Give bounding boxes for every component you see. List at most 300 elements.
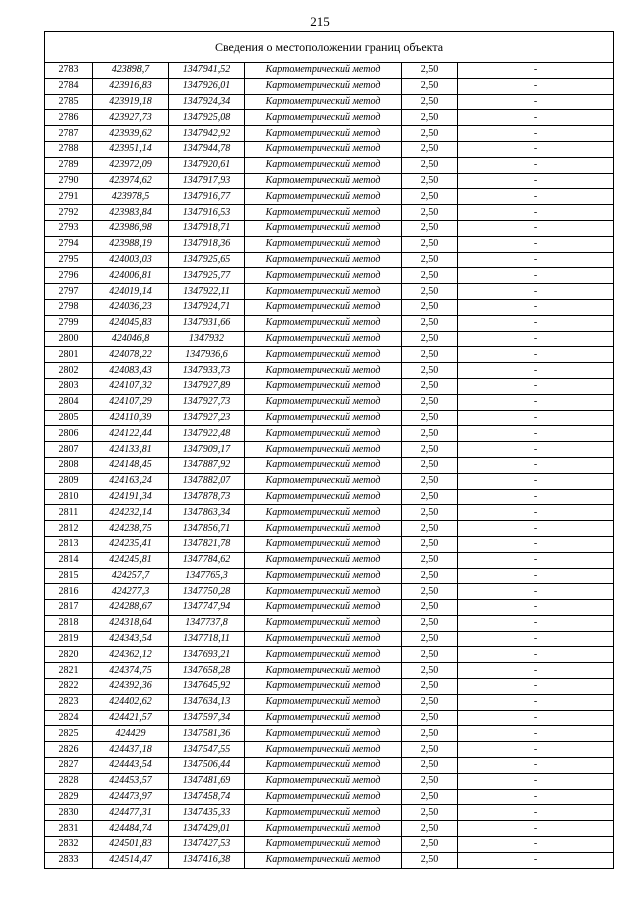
x-coordinate-cell: 423972,09 [93,157,169,173]
y-coordinate-cell: 1347581,36 [169,726,245,742]
accuracy-cell: 2,50 [402,410,458,426]
x-coordinate-cell: 424501,83 [93,837,169,853]
x-coordinate-cell: 424429 [93,726,169,742]
y-coordinate-cell: 1347458,74 [169,789,245,805]
description-cell: - [458,552,614,568]
y-coordinate-cell: 1347916,53 [169,205,245,221]
point-number-cell: 2815 [45,568,93,584]
y-coordinate-cell: 1347936,6 [169,347,245,363]
point-number-cell: 2798 [45,299,93,315]
description-cell: - [458,805,614,821]
point-number-cell: 2792 [45,205,93,221]
accuracy-cell: 2,50 [402,710,458,726]
x-coordinate-cell: 424232,14 [93,505,169,521]
method-cell: Картометрический метод [245,521,402,537]
description-cell: - [458,852,614,867]
description-cell: - [458,299,614,315]
point-number-cell: 2809 [45,473,93,489]
point-number-cell: 2814 [45,552,93,568]
point-number-cell: 2807 [45,442,93,458]
accuracy-cell: 2,50 [402,584,458,600]
x-coordinate-cell: 423988,19 [93,236,169,252]
point-number-cell: 2830 [45,805,93,821]
y-coordinate-cell: 1347927,23 [169,410,245,426]
method-cell: Картометрический метод [245,568,402,584]
accuracy-cell: 2,50 [402,473,458,489]
method-cell: Картометрический метод [245,647,402,663]
description-cell: - [458,284,614,300]
x-coordinate-cell: 424133,81 [93,442,169,458]
y-coordinate-cell: 1347645,92 [169,679,245,695]
y-coordinate-cell: 1347693,21 [169,647,245,663]
description-cell: - [458,821,614,837]
point-number-cell: 2797 [45,284,93,300]
y-coordinate-cell: 1347747,94 [169,600,245,616]
description-cell: - [458,663,614,679]
table-row [45,141,613,157]
y-coordinate-cell: 1347925,77 [169,268,245,284]
table-row [45,505,613,521]
accuracy-cell: 2,50 [402,173,458,189]
accuracy-cell: 2,50 [402,837,458,853]
method-cell: Картометрический метод [245,410,402,426]
description-cell: - [458,347,614,363]
table-row [45,173,613,189]
accuracy-cell: 2,50 [402,805,458,821]
method-cell: Картометрический метод [245,252,402,268]
x-coordinate-cell: 423916,83 [93,78,169,94]
method-cell: Картометрический метод [245,789,402,805]
table-row [45,489,613,505]
point-number-cell: 2821 [45,663,93,679]
description-cell: - [458,78,614,94]
table-row [45,315,613,331]
x-coordinate-cell: 424046,8 [93,331,169,347]
x-coordinate-cell: 424288,67 [93,600,169,616]
method-cell: Картометрический метод [245,852,402,867]
accuracy-cell: 2,50 [402,220,458,236]
y-coordinate-cell: 1347925,65 [169,252,245,268]
method-cell: Картометрический метод [245,710,402,726]
table-row [45,805,613,821]
table-row [45,126,613,142]
method-cell: Картометрический метод [245,679,402,695]
method-cell: Картометрический метод [245,821,402,837]
accuracy-cell: 2,50 [402,505,458,521]
point-number-cell: 2785 [45,94,93,110]
point-number-cell: 2805 [45,410,93,426]
description-cell: - [458,710,614,726]
description-cell: - [458,378,614,394]
table-row [45,378,613,394]
coordinates-table [45,63,613,868]
table-row [45,252,613,268]
table-row [45,742,613,758]
table-row [45,789,613,805]
x-coordinate-cell: 423939,62 [93,126,169,142]
x-coordinate-cell: 423983,84 [93,205,169,221]
x-coordinate-cell: 424191,34 [93,489,169,505]
y-coordinate-cell: 1347925,08 [169,110,245,126]
point-number-cell: 2784 [45,78,93,94]
accuracy-cell: 2,50 [402,252,458,268]
description-cell: - [458,220,614,236]
y-coordinate-cell: 1347918,71 [169,220,245,236]
description-cell: - [458,457,614,473]
x-coordinate-cell: 423986,98 [93,220,169,236]
x-coordinate-cell: 423898,7 [93,63,169,78]
point-number-cell: 2791 [45,189,93,205]
method-cell: Картометрический метод [245,442,402,458]
table-row [45,110,613,126]
table-row [45,457,613,473]
description-cell: - [458,473,614,489]
description-cell: - [458,726,614,742]
description-cell: - [458,252,614,268]
table-row [45,536,613,552]
table-row [45,837,613,853]
method-cell: Картометрический метод [245,189,402,205]
description-cell: - [458,758,614,774]
table-row [45,679,613,695]
point-number-cell: 2818 [45,615,93,631]
accuracy-cell: 2,50 [402,489,458,505]
method-cell: Картометрический метод [245,126,402,142]
y-coordinate-cell: 1347922,48 [169,426,245,442]
description-cell: - [458,315,614,331]
x-coordinate-cell: 424148,45 [93,457,169,473]
x-coordinate-cell: 424477,31 [93,805,169,821]
method-cell: Картометрический метод [245,694,402,710]
method-cell: Картометрический метод [245,773,402,789]
accuracy-cell: 2,50 [402,821,458,837]
method-cell: Картометрический метод [245,584,402,600]
x-coordinate-cell: 424238,75 [93,521,169,537]
y-coordinate-cell: 1347784,62 [169,552,245,568]
y-coordinate-cell: 1347481,69 [169,773,245,789]
method-cell: Картометрический метод [245,663,402,679]
x-coordinate-cell: 424277,3 [93,584,169,600]
description-cell: - [458,94,614,110]
method-cell: Картометрический метод [245,173,402,189]
table-row [45,584,613,600]
accuracy-cell: 2,50 [402,852,458,867]
table-row [45,157,613,173]
y-coordinate-cell: 1347878,73 [169,489,245,505]
description-cell: - [458,837,614,853]
x-coordinate-cell: 424421,57 [93,710,169,726]
x-coordinate-cell: 424003,03 [93,252,169,268]
section-title: Сведения о местоположении границ объекта [45,32,613,63]
point-number-cell: 2783 [45,63,93,78]
y-coordinate-cell: 1347435,33 [169,805,245,821]
x-coordinate-cell: 424045,83 [93,315,169,331]
point-number-cell: 2810 [45,489,93,505]
point-number-cell: 2812 [45,521,93,537]
method-cell: Картометрический метод [245,742,402,758]
accuracy-cell: 2,50 [402,394,458,410]
description-cell: - [458,331,614,347]
point-number-cell: 2820 [45,647,93,663]
description-cell: - [458,110,614,126]
method-cell: Картометрический метод [245,268,402,284]
y-coordinate-cell: 1347932 [169,331,245,347]
x-coordinate-cell: 424473,97 [93,789,169,805]
table-row [45,299,613,315]
accuracy-cell: 2,50 [402,94,458,110]
method-cell: Картометрический метод [245,552,402,568]
x-coordinate-cell: 423951,14 [93,141,169,157]
method-cell: Картометрический метод [245,331,402,347]
table-row [45,94,613,110]
y-coordinate-cell: 1347924,71 [169,299,245,315]
table-row [45,552,613,568]
accuracy-cell: 2,50 [402,552,458,568]
description-cell: - [458,536,614,552]
accuracy-cell: 2,50 [402,679,458,695]
y-coordinate-cell: 1347909,17 [169,442,245,458]
x-coordinate-cell: 424362,12 [93,647,169,663]
description-cell: - [458,189,614,205]
method-cell: Картометрический метод [245,315,402,331]
accuracy-cell: 2,50 [402,63,458,78]
point-number-cell: 2827 [45,758,93,774]
description-cell: - [458,173,614,189]
x-coordinate-cell: 424110,39 [93,410,169,426]
accuracy-cell: 2,50 [402,363,458,379]
method-cell: Картометрический метод [245,63,402,78]
x-coordinate-cell: 424443,54 [93,758,169,774]
method-cell: Картометрический метод [245,758,402,774]
point-number-cell: 2802 [45,363,93,379]
point-number-cell: 2800 [45,331,93,347]
y-coordinate-cell: 1347944,78 [169,141,245,157]
y-coordinate-cell: 1347931,66 [169,315,245,331]
method-cell: Картометрический метод [245,363,402,379]
page-number: 215 [310,14,330,29]
accuracy-cell: 2,50 [402,141,458,157]
description-cell: - [458,615,614,631]
x-coordinate-cell: 423927,73 [93,110,169,126]
x-coordinate-cell: 424453,57 [93,773,169,789]
method-cell: Картометрический метод [245,205,402,221]
y-coordinate-cell: 1347920,61 [169,157,245,173]
y-coordinate-cell: 1347922,11 [169,284,245,300]
point-number-cell: 2819 [45,631,93,647]
method-cell: Картометрический метод [245,631,402,647]
table-row [45,631,613,647]
accuracy-cell: 2,50 [402,568,458,584]
point-number-cell: 2811 [45,505,93,521]
method-cell: Картометрический метод [245,837,402,853]
method-cell: Картометрический метод [245,236,402,252]
method-cell: Картометрический метод [245,394,402,410]
point-number-cell: 2813 [45,536,93,552]
description-cell: - [458,505,614,521]
x-coordinate-cell: 424235,41 [93,536,169,552]
point-number-cell: 2787 [45,126,93,142]
x-coordinate-cell: 424019,14 [93,284,169,300]
y-coordinate-cell: 1347427,53 [169,837,245,853]
point-number-cell: 2803 [45,378,93,394]
table-row [45,331,613,347]
y-coordinate-cell: 1347429,01 [169,821,245,837]
accuracy-cell: 2,50 [402,773,458,789]
x-coordinate-cell: 424083,43 [93,363,169,379]
description-cell: - [458,631,614,647]
table-row [45,410,613,426]
y-coordinate-cell: 1347882,07 [169,473,245,489]
boundary-table-frame [44,31,614,869]
method-cell: Картометрический метод [245,94,402,110]
description-cell: - [458,268,614,284]
x-coordinate-cell: 423974,62 [93,173,169,189]
accuracy-cell: 2,50 [402,789,458,805]
y-coordinate-cell: 1347924,34 [169,94,245,110]
accuracy-cell: 2,50 [402,536,458,552]
accuracy-cell: 2,50 [402,521,458,537]
description-cell: - [458,647,614,663]
point-number-cell: 2789 [45,157,93,173]
y-coordinate-cell: 1347547,55 [169,742,245,758]
y-coordinate-cell: 1347658,28 [169,663,245,679]
table-row [45,773,613,789]
x-coordinate-cell: 424107,29 [93,394,169,410]
method-cell: Картометрический метод [245,284,402,300]
point-number-cell: 2822 [45,679,93,695]
accuracy-cell: 2,50 [402,694,458,710]
accuracy-cell: 2,50 [402,347,458,363]
accuracy-cell: 2,50 [402,331,458,347]
accuracy-cell: 2,50 [402,647,458,663]
method-cell: Картометрический метод [245,726,402,742]
x-coordinate-cell: 424484,74 [93,821,169,837]
x-coordinate-cell: 424122,44 [93,426,169,442]
y-coordinate-cell: 1347765,3 [169,568,245,584]
accuracy-cell: 2,50 [402,663,458,679]
table-row [45,710,613,726]
table-row [45,647,613,663]
x-coordinate-cell: 423978,5 [93,189,169,205]
description-cell: - [458,141,614,157]
description-cell: - [458,126,614,142]
method-cell: Картометрический метод [245,600,402,616]
point-number-cell: 2817 [45,600,93,616]
point-number-cell: 2826 [45,742,93,758]
accuracy-cell: 2,50 [402,457,458,473]
point-number-cell: 2796 [45,268,93,284]
point-number-cell: 2824 [45,710,93,726]
x-coordinate-cell: 424392,36 [93,679,169,695]
x-coordinate-cell: 424163,24 [93,473,169,489]
point-number-cell: 2833 [45,852,93,867]
y-coordinate-cell: 1347918,36 [169,236,245,252]
x-coordinate-cell: 424514,47 [93,852,169,867]
x-coordinate-cell: 424318,64 [93,615,169,631]
method-cell: Картометрический метод [245,426,402,442]
y-coordinate-cell: 1347927,73 [169,394,245,410]
table-row [45,63,613,78]
method-cell: Картометрический метод [245,110,402,126]
x-coordinate-cell: 424343,54 [93,631,169,647]
accuracy-cell: 2,50 [402,268,458,284]
y-coordinate-cell: 1347506,44 [169,758,245,774]
accuracy-cell: 2,50 [402,615,458,631]
table-row [45,236,613,252]
accuracy-cell: 2,50 [402,126,458,142]
table-row [45,284,613,300]
point-number-cell: 2788 [45,141,93,157]
method-cell: Картометрический метод [245,141,402,157]
table-row [45,758,613,774]
x-coordinate-cell: 423919,18 [93,94,169,110]
method-cell: Картометрический метод [245,378,402,394]
description-cell: - [458,584,614,600]
accuracy-cell: 2,50 [402,236,458,252]
accuracy-cell: 2,50 [402,315,458,331]
y-coordinate-cell: 1347917,93 [169,173,245,189]
point-number-cell: 2823 [45,694,93,710]
description-cell: - [458,363,614,379]
y-coordinate-cell: 1347821,78 [169,536,245,552]
point-number-cell: 2786 [45,110,93,126]
y-coordinate-cell: 1347942,92 [169,126,245,142]
description-cell: - [458,773,614,789]
accuracy-cell: 2,50 [402,110,458,126]
description-cell: - [458,157,614,173]
x-coordinate-cell: 424374,75 [93,663,169,679]
x-coordinate-cell: 424257,7 [93,568,169,584]
x-coordinate-cell: 424107,32 [93,378,169,394]
table-row [45,663,613,679]
x-coordinate-cell: 424245,81 [93,552,169,568]
x-coordinate-cell: 424006,81 [93,268,169,284]
accuracy-cell: 2,50 [402,299,458,315]
y-coordinate-cell: 1347916,77 [169,189,245,205]
table-row [45,726,613,742]
table-row [45,852,613,867]
table-row [45,268,613,284]
y-coordinate-cell: 1347634,13 [169,694,245,710]
description-cell: - [458,694,614,710]
point-number-cell: 2804 [45,394,93,410]
x-coordinate-cell: 424078,22 [93,347,169,363]
y-coordinate-cell: 1347416,38 [169,852,245,867]
table-row [45,615,613,631]
accuracy-cell: 2,50 [402,157,458,173]
method-cell: Картометрический метод [245,457,402,473]
point-number-cell: 2825 [45,726,93,742]
accuracy-cell: 2,50 [402,205,458,221]
accuracy-cell: 2,50 [402,742,458,758]
table-row [45,600,613,616]
point-number-cell: 2832 [45,837,93,853]
point-number-cell: 2790 [45,173,93,189]
y-coordinate-cell: 1347750,28 [169,584,245,600]
y-coordinate-cell: 1347926,01 [169,78,245,94]
point-number-cell: 2794 [45,236,93,252]
y-coordinate-cell: 1347856,71 [169,521,245,537]
table-row [45,473,613,489]
table-row [45,568,613,584]
table-row [45,347,613,363]
point-number-cell: 2799 [45,315,93,331]
accuracy-cell: 2,50 [402,631,458,647]
y-coordinate-cell: 1347718,11 [169,631,245,647]
table-row [45,426,613,442]
table-row [45,189,613,205]
point-number-cell: 2828 [45,773,93,789]
